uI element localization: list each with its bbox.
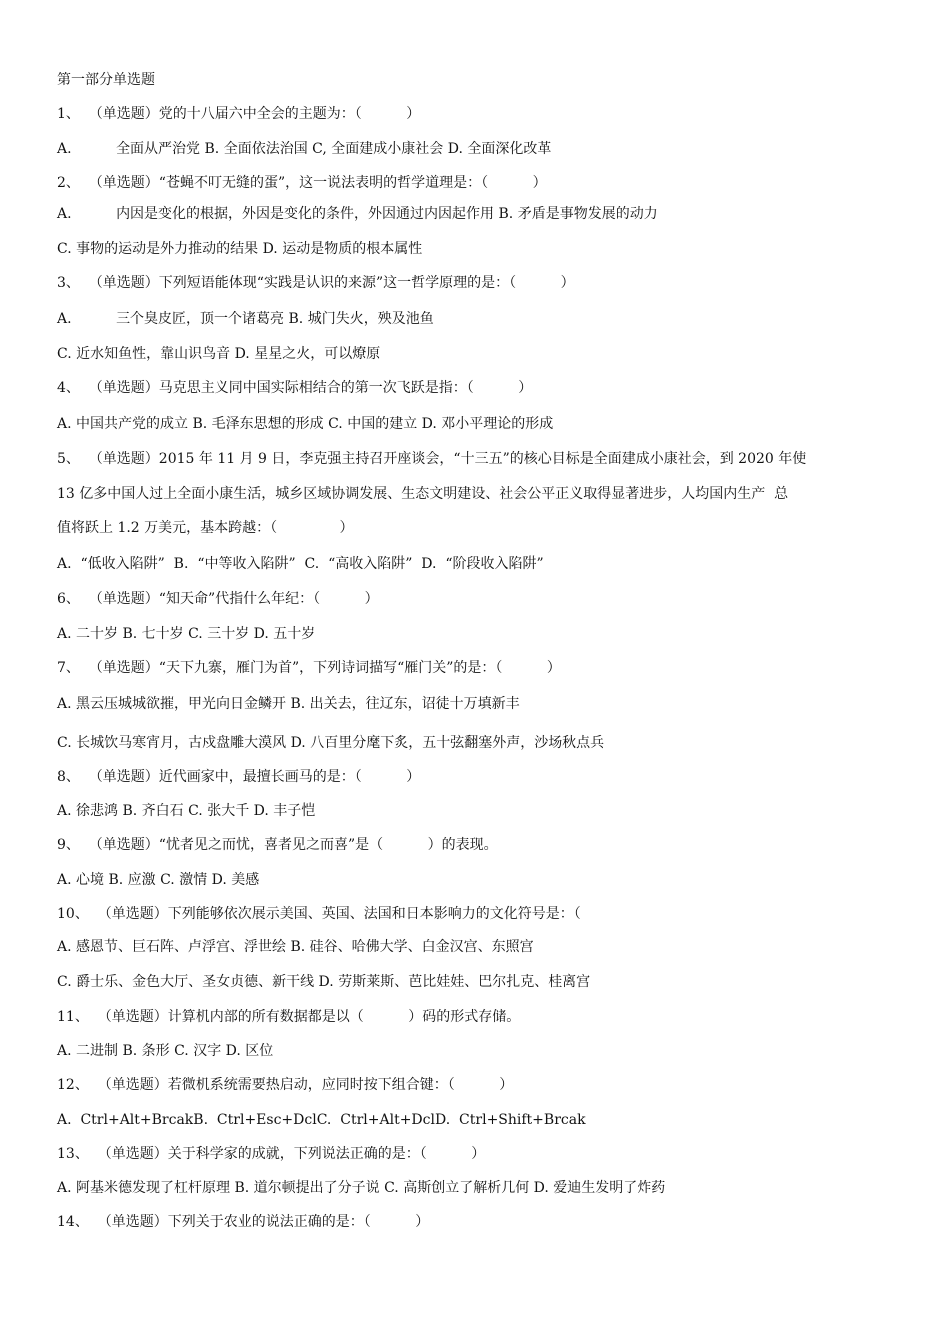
question-10-options-a: A. 感恩节、巨石阵、卢浮宫、浮世绘 B. 硅谷、哈佛大学、白金汉宫、东照宫 — [57, 939, 534, 955]
question-3-options-c: C. 近水知鱼性，靠山识鸟音 D. 星星之火，可以燎原 — [57, 346, 381, 362]
section-title: 第一部分单选题 — [57, 72, 155, 88]
question-12-options: A. Ctrl+Alt+BrcakB. Ctrl+Esc+DclC. Ctrl+Alt+DclD. Ctrl+Shift+Brcak — [57, 1112, 586, 1128]
question-11-stem: 11、 （单选题）计算机内部的所有数据都是以（ ）码的形式存储。 — [57, 1009, 521, 1025]
question-11-options: A. 二进制 B. 条形 C. 汉字 D. 区位 — [57, 1043, 274, 1059]
question-2-stem: 2、 （单选题）“苍蝇不叮无缝的蛋”，这一说法表明的哲学道理是：（ ） — [57, 175, 547, 191]
question-9-options: A. 心境 B. 应激 C. 激情 D. 美感 — [57, 872, 260, 888]
question-5-stem-cont-1: 13 亿多中国人过上全面小康生活，城乡区域协调发展、生态文明建设、社会公平正义取得显著进步，人均国内生产 总 — [57, 486, 789, 502]
question-9-stem: 9、 （单选题）“忧者见之而忧，喜者见之而喜”是（ ）的表现。 — [57, 837, 498, 853]
question-10-options-c: C. 爵士乐、金色大厅、圣女贞德、新干线 D. 劳斯莱斯、芭比娃娃、巴尔扎克、桂离宫 — [57, 974, 591, 990]
question-1-stem: 1、 （单选题）党的十八届六中全会的主题为：（ ） — [57, 106, 421, 122]
question-8-stem: 8、 （单选题）近代画家中，最擅长画马的是：（ ） — [57, 769, 421, 785]
question-5-stem-cont-2: 值将跃上 1.2 万美元，基本跨越：（ ） — [57, 520, 354, 536]
question-6-options: A. 二十岁 B. 七十岁 C. 三十岁 D. 五十岁 — [57, 626, 316, 642]
question-12-stem: 12、 （单选题）若微机系统需要热启动，应同时按下组合键：（ ） — [57, 1077, 514, 1093]
question-7-stem: 7、 （单选题）“天下九寨，雁门为首”，下列诗词描写“雁门关”的是：（ ） — [57, 660, 561, 676]
question-13-stem: 13、 （单选题）关于科学家的成就，下列说法正确的是：（ ） — [57, 1146, 486, 1162]
question-5-options: A. “低收入陷阱” B. “中等收入陷阱” C. “高收入陷阱” D. “阶段收入陷阱” — [57, 556, 544, 572]
question-6-stem: 6、 （单选题）“知天命”代指什么年纪：（ ） — [57, 591, 379, 607]
question-7-options-c: C. 长城饮马寒宵月，古戍盘雕大漠风 D. 八百里分麾下炙，五十弦翻塞外声，沙场秋点兵 — [57, 735, 605, 751]
question-4-options: A. 中国共产党的成立 B. 毛泽东思想的形成 C. 中国的建立 D. 邓小平理论的形成 — [57, 416, 554, 432]
question-2-options-c: C. 事物的运动是外力推动的结果 D. 运动是物质的根本属性 — [57, 241, 423, 257]
question-1-options: A. 全面从严治党 B. 全面依法治国 C, 全面建成小康社会 D. 全面深化改革 — [57, 141, 552, 157]
question-7-options-a: A. 黑云压城城欲摧，甲光向日金鳞开 B. 出关去，往辽东，诏徒十万填新丰 — [57, 696, 520, 712]
question-10-stem: 10、 （单选题）下列能够依次展示美国、英国、法国和日本影响力的文化符号是：（ — [57, 906, 581, 922]
question-3-stem: 3、 （单选题）下列短语能体现“实践是认识的来源”这一哲学原理的是：（ ） — [57, 275, 575, 291]
question-5-stem: 5、 （单选题）2015 年 11 月 9 日，李克强主持召开座谈会，“十三五”的核心目标是全面建成小康社会，到 2020 年使 — [57, 451, 807, 467]
question-3-options-a: A. 三个臭皮匠，顶一个诸葛亮 B. 城门失火，殃及池鱼 — [57, 311, 434, 327]
question-13-options: A. 阿基米德发现了杠杆原理 B. 道尔顿提出了分子说 C. 高斯创立了解析几何 D. 爱迪生发明了炸药 — [57, 1180, 666, 1196]
question-2-options-a: A. 内因是变化的根据，外因是变化的条件，外因通过内因起作用 B. 矛盾是事物发展的动力 — [57, 206, 658, 222]
question-4-stem: 4、 （单选题）马克思主义同中国实际相结合的第一次飞跃是指：（ ） — [57, 380, 533, 396]
question-14-stem: 14、 （单选题）下列关于农业的说法正确的是：（ ） — [57, 1214, 430, 1230]
question-8-options: A. 徐悲鸿 B. 齐白石 C. 张大千 D. 丰子恺 — [57, 803, 316, 819]
